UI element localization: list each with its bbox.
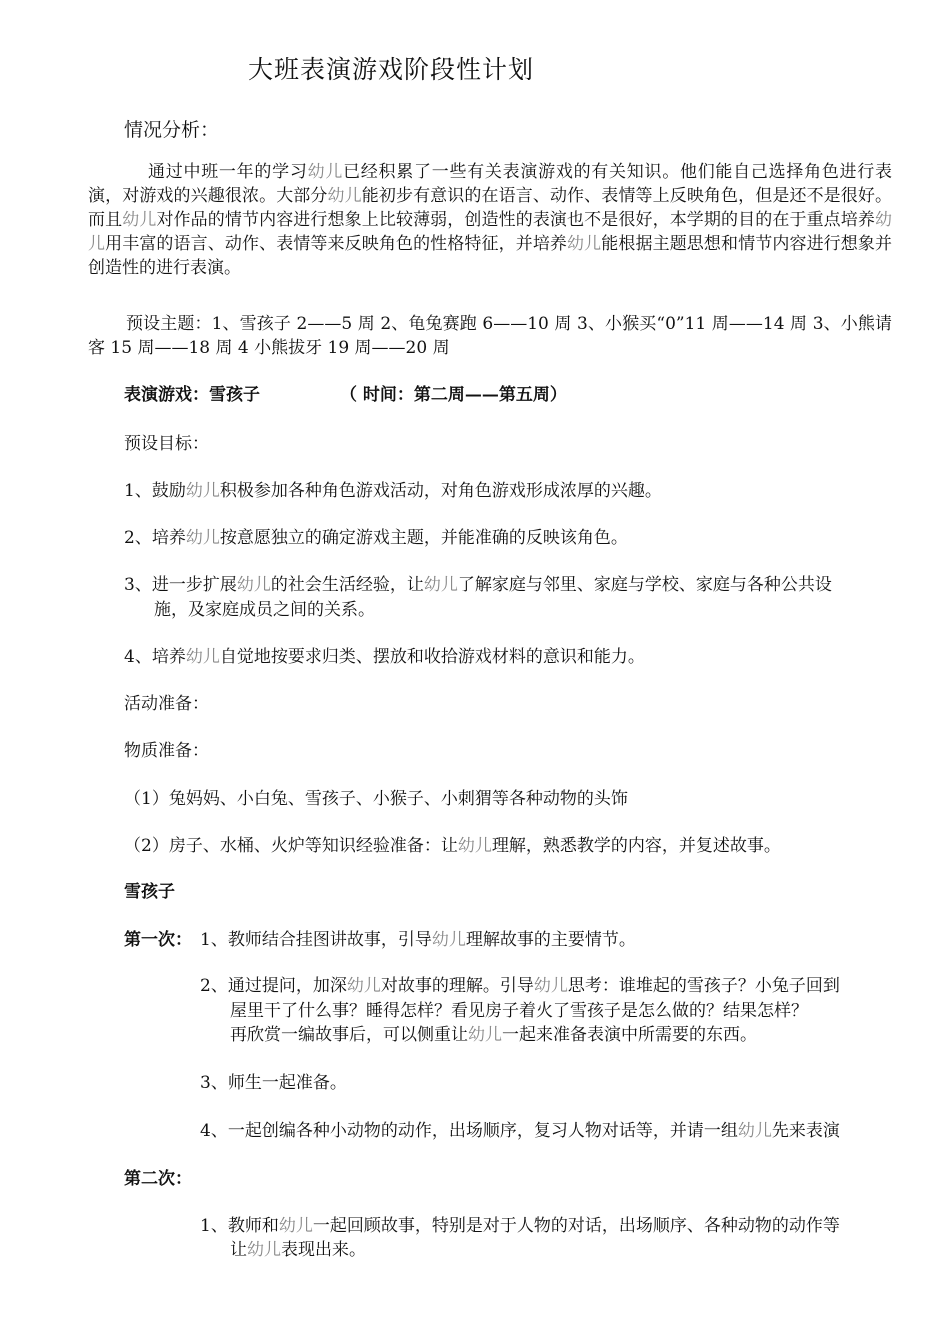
first-step: 3、师生一起准备。 bbox=[200, 1073, 347, 1093]
second-step: 1、教师和幼儿一起回顾故事，特别是对于人物的对话，出场顺序、各种动物的动作等 bbox=[200, 1216, 840, 1236]
goal-item-continued: 施，及家庭成员之间的关系。 bbox=[154, 600, 375, 620]
second-step-continued: 让幼儿表现出来。 bbox=[230, 1240, 366, 1260]
situation-paragraph: 通过中班一年的学习幼儿已经积累了一些有关表演游戏的有关知识。他们能自己选择角色进行表演，对游戏的兴趣很浓。大部分幼儿能初步有意识的在语言、动作、表情等上反映角色，但是还不是很好。而且幼儿对作品的情节内容进行想象上比较薄弱，创造性的表演也不是很好，本学期的目的在于重点培养幼儿用丰富的语言、动作、表情等来反映角色的性格特征，并培养幼儿能根据主题思想和情节内容进行想象并创造性的进行表演。 bbox=[88, 162, 893, 278]
preset-topics: 预设主题：1、雪孩子 2——5 周 2、龟兔赛跑 6——10 周 3、小猴买“0”11 周——14 周 3、小熊请客 15 周——18 周 4 小熊拔牙 19 周——20 周 bbox=[88, 314, 892, 358]
first-step: 4、一起创编各种小动物的动作，出场顺序，复习人物对话等，并请一组幼儿先来表演 bbox=[200, 1121, 840, 1141]
goals-heading: 预设目标： bbox=[124, 434, 209, 454]
material-item: （2）房子、水桶、火炉等知识经验准备：让幼儿理解，熟悉教学的内容，并复述故事。 bbox=[124, 836, 781, 856]
first-step-continued: 再欣赏一编故事后，可以侧重让幼儿一起来准备表演中所需要的东西。 bbox=[230, 1025, 757, 1045]
prep-heading: 活动准备： bbox=[124, 694, 209, 714]
goal-item: 1、鼓励幼儿积极参加各种角色游戏活动，对角色游戏形成浓厚的兴趣。 bbox=[124, 481, 662, 501]
first-step: 2、通过提问，加深幼儿对故事的理解。引导幼儿思考：谁堆起的雪孩子？小兔子回到 bbox=[200, 976, 840, 996]
material-item: （1）兔妈妈、小白兔、雪孩子、小猴子、小刺猬等各种动物的头饰 bbox=[124, 789, 628, 809]
situation-heading: 情况分析： bbox=[124, 119, 220, 141]
goal-item: 2、培养幼儿按意愿独立的确定游戏主题，并能准确的反映该角色。 bbox=[124, 528, 628, 548]
first-step: 1、教师结合挂图讲故事，引导幼儿理解故事的主要情节。 bbox=[200, 930, 636, 950]
first-session-label: 第一次： bbox=[124, 930, 192, 950]
first-step-continued: 屋里干了什么事？睡得怎样？看见房子着火了雪孩子是怎么做的？结果怎样？ bbox=[230, 1001, 808, 1021]
story-title: 雪孩子 bbox=[124, 882, 175, 902]
game-heading: 表演游戏：雪孩子 bbox=[124, 385, 260, 405]
second-session-label: 第二次： bbox=[124, 1169, 192, 1189]
material-heading: 物质准备： bbox=[124, 741, 209, 761]
game-time: （ 时间：第二周——第五周） bbox=[340, 385, 567, 405]
goal-item: 4、培养幼儿自觉地按要求归类、摆放和收拾游戏材料的意识和能力。 bbox=[124, 647, 645, 667]
goal-item: 3、进一步扩展幼儿的社会生活经验，让幼儿了解家庭与邻里、家庭与学校、家庭与各种公共设 bbox=[124, 575, 832, 595]
page-title: 大班表演游戏阶段性计划 bbox=[248, 55, 535, 84]
